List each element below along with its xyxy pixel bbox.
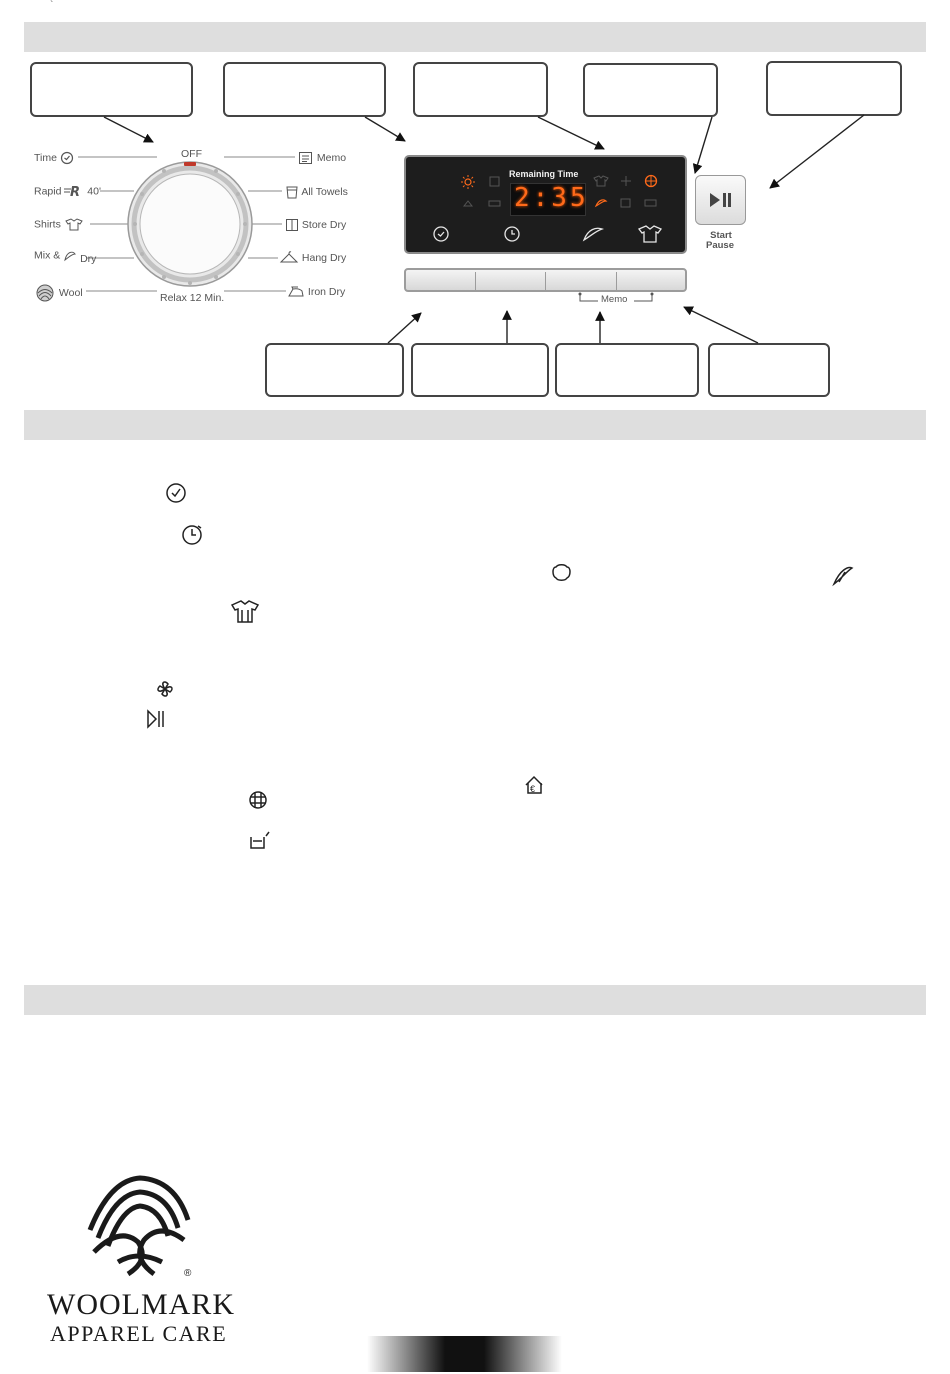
program-label: Shirts	[34, 218, 61, 231]
registered-mark: ®	[184, 1268, 192, 1279]
start-label: Start	[710, 230, 732, 241]
sun-icon	[461, 175, 475, 189]
function-button-strip	[404, 268, 687, 292]
hanger-icon	[279, 251, 299, 265]
store-icon	[490, 177, 499, 186]
eco-house-icon	[526, 777, 542, 794]
water-tank-icon	[645, 200, 656, 206]
water-tank-icon	[251, 832, 269, 848]
program-time[interactable]	[34, 151, 74, 165]
door-icon	[621, 199, 630, 207]
anti-crease-shirt-icon	[232, 601, 258, 622]
stray-mark: `	[50, 0, 54, 11]
feather-icon	[584, 228, 602, 240]
control-display	[404, 155, 687, 254]
program-label: Hang Dry	[301, 251, 347, 264]
woolmark-logo-icon	[80, 1170, 200, 1282]
wool-care-icon	[553, 565, 570, 581]
section-header-bar	[24, 985, 926, 1015]
hanger-icon	[464, 201, 472, 206]
delay-timer-icon	[183, 526, 201, 544]
memo-bracket-label: Memo	[601, 294, 628, 305]
iron-icon	[489, 201, 500, 206]
program-label: Iron Dry	[307, 285, 346, 298]
rapid-r-icon	[64, 185, 84, 198]
program-suffix: 40'	[87, 185, 101, 198]
feather-icon	[596, 200, 606, 206]
anti-crease-shirt-icon	[639, 226, 661, 242]
program-label: Memo	[316, 151, 347, 164]
shirt-icon	[64, 218, 84, 231]
fan-icon	[621, 176, 631, 186]
play-pause-icon	[709, 192, 733, 208]
wool-ball-icon	[34, 284, 56, 302]
memo-icon	[298, 151, 314, 165]
program-shirts[interactable]	[34, 218, 84, 231]
remaining-time-label: Remaining Time	[509, 169, 579, 179]
program-label: All Towels	[301, 185, 348, 198]
iron-icon	[287, 285, 305, 299]
store-dry-icon	[285, 218, 299, 232]
remaining-time-digits: 2:35	[514, 183, 589, 213]
program-rapid[interactable]	[34, 185, 101, 198]
pause-label: Pause	[706, 240, 734, 251]
filter-grid-icon	[646, 176, 657, 187]
towel-icon	[285, 185, 299, 199]
start-pause-button[interactable]	[695, 175, 746, 225]
program-suffix: Dry	[80, 253, 97, 266]
program-wool[interactable]	[34, 284, 83, 302]
filter-grid-icon	[250, 792, 266, 808]
svg-text:R: R	[70, 185, 81, 198]
clock-icon	[60, 151, 74, 165]
dryness-button[interactable]	[546, 272, 617, 290]
program-memo[interactable]	[298, 151, 346, 165]
section-header-bar	[24, 410, 926, 440]
delay-button[interactable]	[476, 272, 546, 290]
mix-dry-icon	[63, 249, 77, 262]
time-button[interactable]	[406, 272, 476, 290]
display-function-icons	[426, 223, 666, 247]
program-label: Store Dry	[301, 218, 347, 231]
legend-icons	[0, 470, 950, 860]
program-hang-dry[interactable]	[279, 251, 346, 265]
status-icons-right	[590, 172, 670, 212]
feather-icon	[834, 568, 852, 584]
status-icons-left	[456, 172, 506, 212]
program-store-dry[interactable]	[285, 218, 346, 232]
dial-off-label: OFF	[181, 148, 202, 160]
program-iron-dry[interactable]	[287, 285, 345, 299]
dial-relax-label: Relax 12 Min.	[160, 292, 225, 304]
anti-crease-button[interactable]	[617, 272, 685, 290]
program-label: Mix &	[34, 249, 61, 262]
page-number-tab	[367, 1336, 562, 1372]
fan-icon	[158, 682, 172, 696]
clock-icon	[167, 484, 185, 502]
woolmark-wordmark: WOOLMARK	[47, 1288, 235, 1321]
clock-icon	[434, 227, 448, 241]
program-label: Rapid	[34, 185, 62, 198]
woolmark-subtitle: APPAREL CARE	[50, 1321, 228, 1346]
program-label: Time	[34, 151, 57, 164]
shirt-icon	[594, 176, 608, 186]
program-label: Wool	[58, 286, 83, 299]
program-all-towels[interactable]	[285, 185, 348, 199]
delay-timer-icon	[505, 227, 519, 241]
play-pause-icon	[148, 711, 163, 727]
program-mix-dry[interactable]	[34, 249, 97, 266]
svg-text:€: €	[530, 784, 536, 794]
